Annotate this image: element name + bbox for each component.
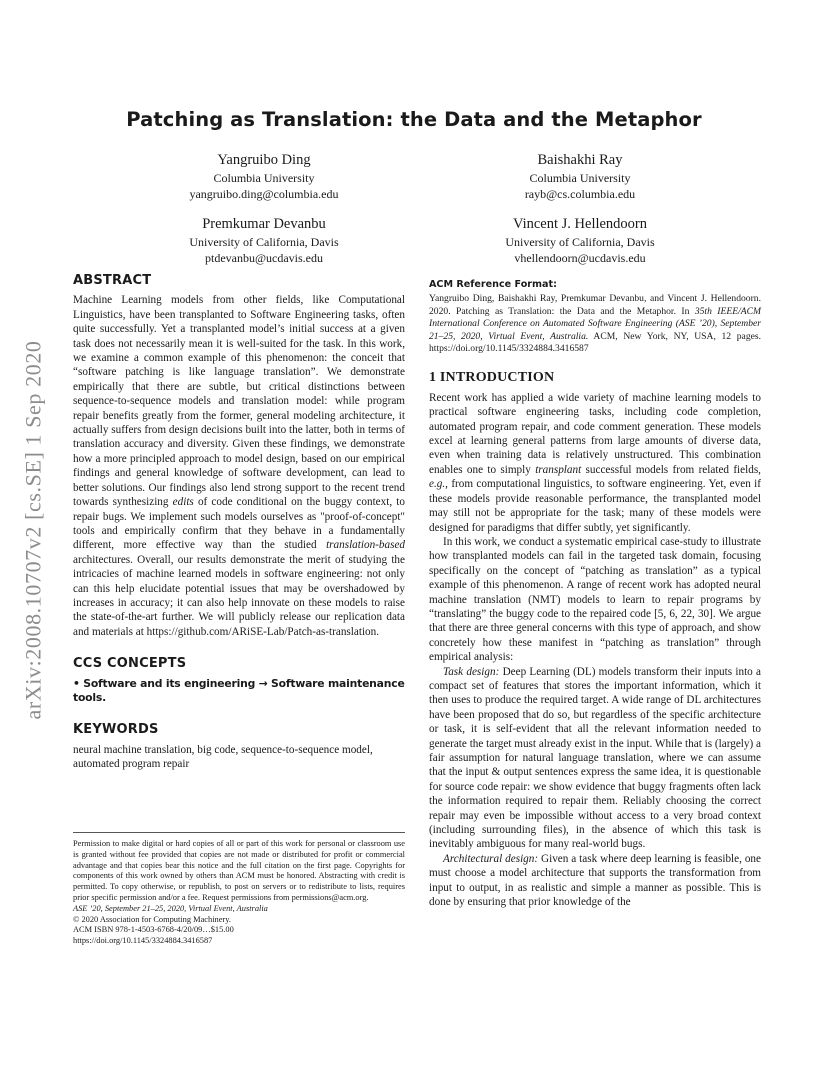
author-name: Baishakhi Ray (537, 152, 623, 168)
arxiv-stamp: arXiv:2008.10707v2 [cs.SE] 1 Sep 2020 (21, 340, 46, 720)
right-column (429, 278, 761, 909)
venue-line: ASE ’20, September 21–25, 2020, Virtual Event, Australia (73, 903, 268, 913)
abstract-heading: ABSTRACT (73, 273, 152, 288)
reference-format-heading: ACM Reference Format: (429, 279, 557, 290)
keywords-text: neural machine translation, big code, sequence-to-sequence model, automated program repair (73, 743, 373, 771)
ccs-concept: • Software and its engineering → Software maintenance tools. (73, 676, 405, 704)
author-block (430, 152, 730, 202)
author-affiliation: Columbia University (529, 171, 631, 185)
abstract-section (73, 274, 405, 639)
author-email: yangruibo.ding@columbia.edu (189, 187, 339, 201)
author-block (114, 152, 414, 202)
keywords-section (73, 723, 405, 771)
keywords-heading: KEYWORDS (73, 722, 159, 738)
author-affiliation: University of California, Davis (505, 235, 655, 249)
intro-paragraph: Task design: Deep Learning (DL) models transform their inputs into a compact set of features that stores the important information, which it then uses to produce the required target. A wide range of DL architectures have been proposed that do so, but regardless of the specific architecture or task, it is self-evident that all the relevant information needed to generate the target must already exist in the input. While that is (largely) a fair assumption for natural language translation, where we can assume that the input & output sentences express the same idea, it is questionable for source code repair: we show evidence that buggy fragments often lack the information required to repair them. Reliably choosing the correct repair may even be impossible without access to a very broad context (including surrounding files), in the absence of which this task is inevitably ambiguous for many real-world bugs. (429, 665, 761, 851)
author-name: Premkumar Devanbu (202, 216, 326, 232)
reference-format (429, 278, 761, 355)
author-block (114, 216, 414, 266)
introduction-section (429, 371, 761, 909)
ccs-heading: CCS CONCEPTS (73, 656, 187, 672)
author-affiliation: Columbia University (213, 171, 315, 185)
doi-line: https://doi.org/10.1145/3324884.3416587 (73, 936, 213, 946)
author-affiliation: University of California, Davis (189, 235, 339, 249)
intro-paragraph: Recent work has applied a wide variety of machine learning models to practical software engineering tasks, including code completion, automated program repair, and code comment generation. These models excel at learning general patterns from large amounts of diverse data, even when training data is relatively unstructured. This combination enables one to simply transplant successful models from related fields, e.g., from computational linguistics, to software engineering. Yet, even if these models provide reasonable performance, the transplanted model may still not be appropriate for the task; many of these models were designed for paradigms that differ subtly, yet significantly. (429, 391, 761, 534)
reference-format-text: Yangruibo Ding, Baishakhi Ray, Premkumar Devanbu, and Vincent J. Hellendoorn. 2020. Patching as Translation: the Data and the Metaphor. In 35th IEEE/ACM International Conference on Automated Software Engineering (ASE ’20), September 21–25, 2020, Virtual Event, Australia. ACM, New York, NY, USA, 12 pages. https://doi.org/10.1145/3324884.3416587 (429, 293, 762, 355)
permission-notice: Permission to make digital or hard copies of all or part of this work for personal or classroom use is granted without fee provided that copies are not made or distributed for profit or commercial advantage and that copies bear this notice and the full citation on the first page. Copyrights for components of this work owned by others than ACM must be honored. Abstracting with credit is permitted. To copy otherwise, or republish, to post on servers or to redistribute to lists, requires prior specific permission and/or a fee. Request permissions from permissions@acm.org. (73, 839, 405, 902)
introduction-heading: 1 INTRODUCTION (429, 370, 555, 386)
intro-paragraph: Architectural design: Given a task where deep learning is feasible, one must choose a model architecture that supports the transformation from input to output, in as realistic and simple a manner as possible. This is done by ensuring that prior knowledge of the (429, 852, 761, 909)
paper-title: Patching as Translation: the Data and the Metaphor (126, 108, 702, 131)
abstract-text: Machine Learning models from other fields, like Computational Linguistics, have been transplanted to Software Engineering tasks, often quite successfully. Yet a transplanted model’s initial success at a given task does not necessarily mean it is well-suited for the task. In this work, we examine a common example of this phenomenon: the conceit that “software patching is like language translation”. We demonstrate empirically that there are subtle, but critical distinctions between sequence-to-sequence models and translation model: while program repair benefits greatly from the former, general modeling architecture, it actually suffers from design decisions built into the latter, both in terms of translation accuracy and diversity. Given these findings, we demonstrate how a more principled approach to model design, based on our empirical findings and general knowledge of software development, can lead to better solutions. Our findings also lend strong support to the recent trend towards synthesizing edits of code conditional on the buggy context, to repair bugs. We implement such models ourselves as "proof-of-concept" tools and empirically confirm that they behave in a fundamentally different, more effective way than the studied translation-based architectures. Overall, our results demonstrate the merit of studying the intricacies of machine learned models in software engineering: not only can this help elucidate potential issues that may be overshadowed by increases in accuracy; it can also help innovate on these models to raise the state-of-the-art further. We will publicly release our replication data and materials at https://github.com/ARiSE-Lab/Patch-as-translation. (73, 294, 405, 638)
intro-paragraph: In this work, we conduct a systematic empirical case-study to illustrate how transplanted models can fail in the targeted task domain, focusing specifically on the concept of “patching as translation” as a typical example of this phenomenon. A range of recent work has adopted neural machine translation (NMT) models to learn to repair programs by “translating” the buggy code to the repaired code [5, 6, 22, 30]. We argue that there are three general concerns with this type of approach, and show concretely how these manifest in “patching as translation” through empirical analysis: (429, 535, 761, 664)
author-email: vhellendoorn@ucdavis.edu (514, 251, 646, 265)
ccs-section (73, 657, 405, 705)
isbn-line: ACM ISBN 978-1-4503-6768-4/20/09…$15.00 (73, 925, 234, 935)
author-name: Vincent J. Hellendoorn (512, 216, 648, 232)
author-block (430, 216, 730, 266)
author-email: rayb@cs.columbia.edu (524, 187, 636, 201)
copyright-footnote (73, 832, 405, 947)
author-name: Yangruibo Ding (217, 152, 311, 168)
copyright-line: © 2020 Association for Computing Machinery. (73, 914, 231, 924)
left-column (73, 274, 405, 772)
author-email: ptdevanbu@ucdavis.edu (204, 251, 324, 265)
